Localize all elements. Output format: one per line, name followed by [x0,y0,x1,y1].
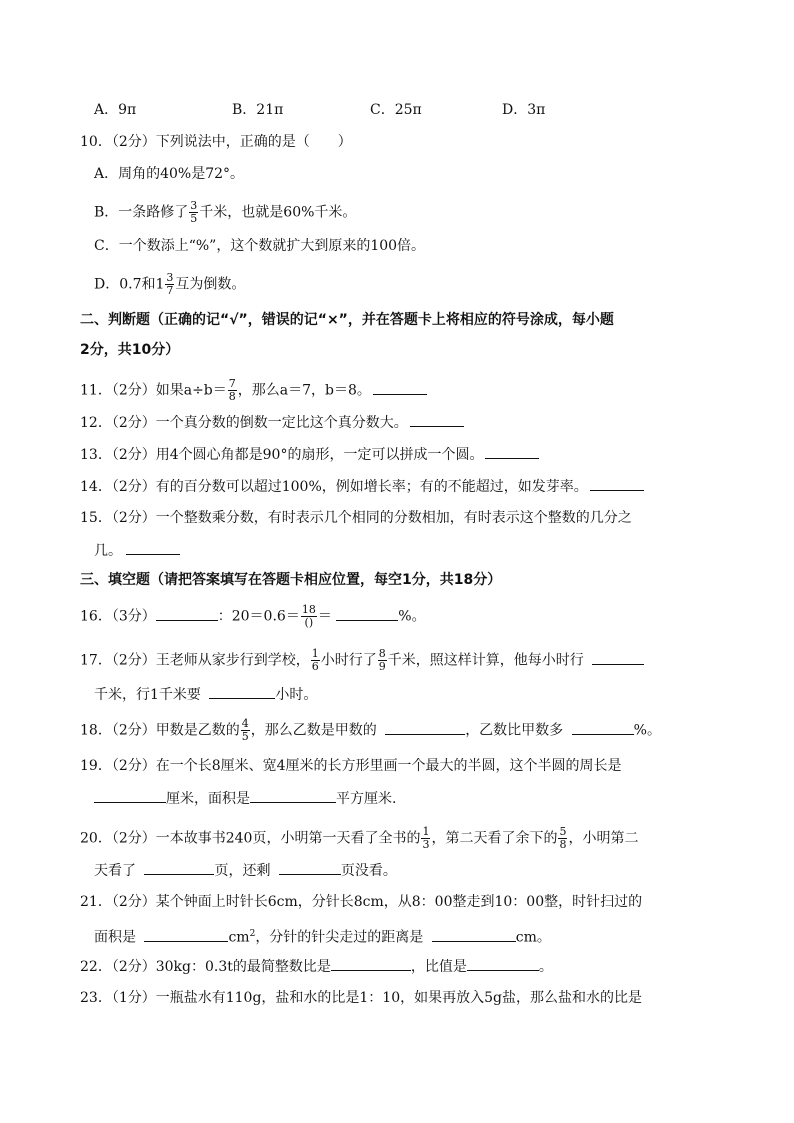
answer-blank[interactable] [279,860,341,875]
q10-stem: 10．（2分）下列说法中，正确的是（ ） [80,134,352,150]
answer-blank[interactable] [410,412,464,427]
fraction: $\frac{4}{5}$ [241,717,249,743]
fraction: $\frac{8}{9}$ [378,647,386,673]
q11: 11．（2分）如果a÷b＝ $\frac{7}{8}$ ，那么a＝7，b＝8。 [80,378,427,403]
answer-blank[interactable] [209,684,275,699]
q10-option-b: B．一条路修了 $\frac{3}{5}$ 千米，也就是60%千米。 [94,199,357,225]
q22: 22．（2分）30kg：0.3t的最简整数比是 ，比值是 。 [80,956,553,977]
answer-blank[interactable] [432,927,516,942]
q10-option-c: C．一个数添上“%”，这个数就扩大到原来的100倍。 [94,238,426,254]
answer-blank[interactable] [156,606,218,621]
fraction: $\frac{7}{8}$ [228,377,236,403]
q10-option-d: D．0.7和1 $\frac{3}{7}$ 互为倒数。 [94,271,246,297]
answer-blank[interactable] [467,956,539,971]
answer-blank[interactable] [373,380,427,395]
q9-option-c: C．25π [370,102,422,118]
q21: 21．（2分）某个钟面上时针长6cm，分针长8cm，从8：00整走到10：00整，时针扫过的 [80,894,643,910]
q19: 19．（2分）在一个长8厘米、宽4厘米的长方形里画一个最大的半圆，这个半圆的周长是 [80,758,622,774]
answer-blank[interactable] [250,788,336,803]
fraction: $\frac{1}{3}$ [422,825,430,851]
fraction: $\frac{5}{8}$ [559,825,567,851]
answer-blank[interactable] [592,650,644,665]
answer-blank[interactable] [126,540,180,555]
q23: 23．（1分）一瓶盐水有110g，盐和水的比是1：10，如果再放入5g盐，那么盐和水的比是 [80,990,642,1006]
answer-blank[interactable] [331,956,411,971]
answer-blank[interactable] [590,476,644,491]
q10-option-a: A．周角的40%是72°。 [94,166,245,182]
q9-option-b: B．21π [232,102,284,118]
answer-blank[interactable] [485,444,539,459]
q19-cont: 厘米，面积是 平方厘米. [94,788,396,809]
fraction: $\frac{3}{7}$ [166,271,174,297]
answer-blank[interactable] [94,788,166,803]
answer-blank[interactable] [385,720,465,735]
answer-blank[interactable] [144,860,214,875]
section-3-heading: 三、填空题（请把答案填写在答题卡相应位置，每空1分，共18分） [80,572,502,588]
q12: 12．（2分）一个真分数的倒数一定比这个真分数大。 [80,412,464,433]
q14: 14．（2分）有的百分数可以超过100%，例如增长率；有的不能超过，如发芽率。 [80,476,644,497]
answer-blank[interactable] [572,720,634,735]
section-2-heading: 二、判断题（正确的记“√”，错误的记“×”，并在答题卡上将相应的符号涂成，每小题 [80,312,614,328]
q15: 15．（2分）一个整数乘分数，有时表示几个相同的分数相加，有时表示这个整数的几分之 [80,510,632,526]
answer-blank[interactable] [144,927,228,942]
q13: 13．（2分）用4个圆心角都是90°的扇形，一定可以拼成一个圆。 [80,444,539,465]
q20-cont: 天看了 页，还剩 页没看。 [94,860,397,881]
answer-blank[interactable] [336,606,398,621]
q9-option-a: A．9π [94,102,137,118]
fraction: $\frac{3}{5}$ [190,199,198,225]
q16: 16．（3分） ：20＝0.6＝ $\frac{18}{()}$ ＝ %。 [80,603,426,629]
q21-cont: 面积是 $cm^2$，分针的针尖走过的距离是 cm。 [94,924,551,948]
section-2-heading-cont: 2分，共10分） [80,342,180,358]
q17: 17．（2分）王老师从家步行到学校， $\frac{1}{6}$ 小时行了 $\frac{8}{9}$ 千米，照这样计算，他每小时行 [80,648,644,673]
fraction: $\frac{18}{()}$ [301,603,316,629]
q9-option-d: D．3π [502,102,546,118]
q20: 20．（2分）一本故事书240页，小明第一天看了全书的 $\frac{1}{3}$ ，第二天看了余下的 $\frac{5}{8}$ ，小明第二 [80,825,639,851]
fraction: $\frac{1}{6}$ [311,647,319,673]
q17-cont: 千米，行1千米要 小时。 [94,684,317,705]
q15-cont: 几。 [94,540,180,561]
q18: 18．（2分）甲数是乙数的 $\frac{4}{5}$ ，那么乙数是甲数的 ，乙数比甲数多 %。 [80,717,661,743]
